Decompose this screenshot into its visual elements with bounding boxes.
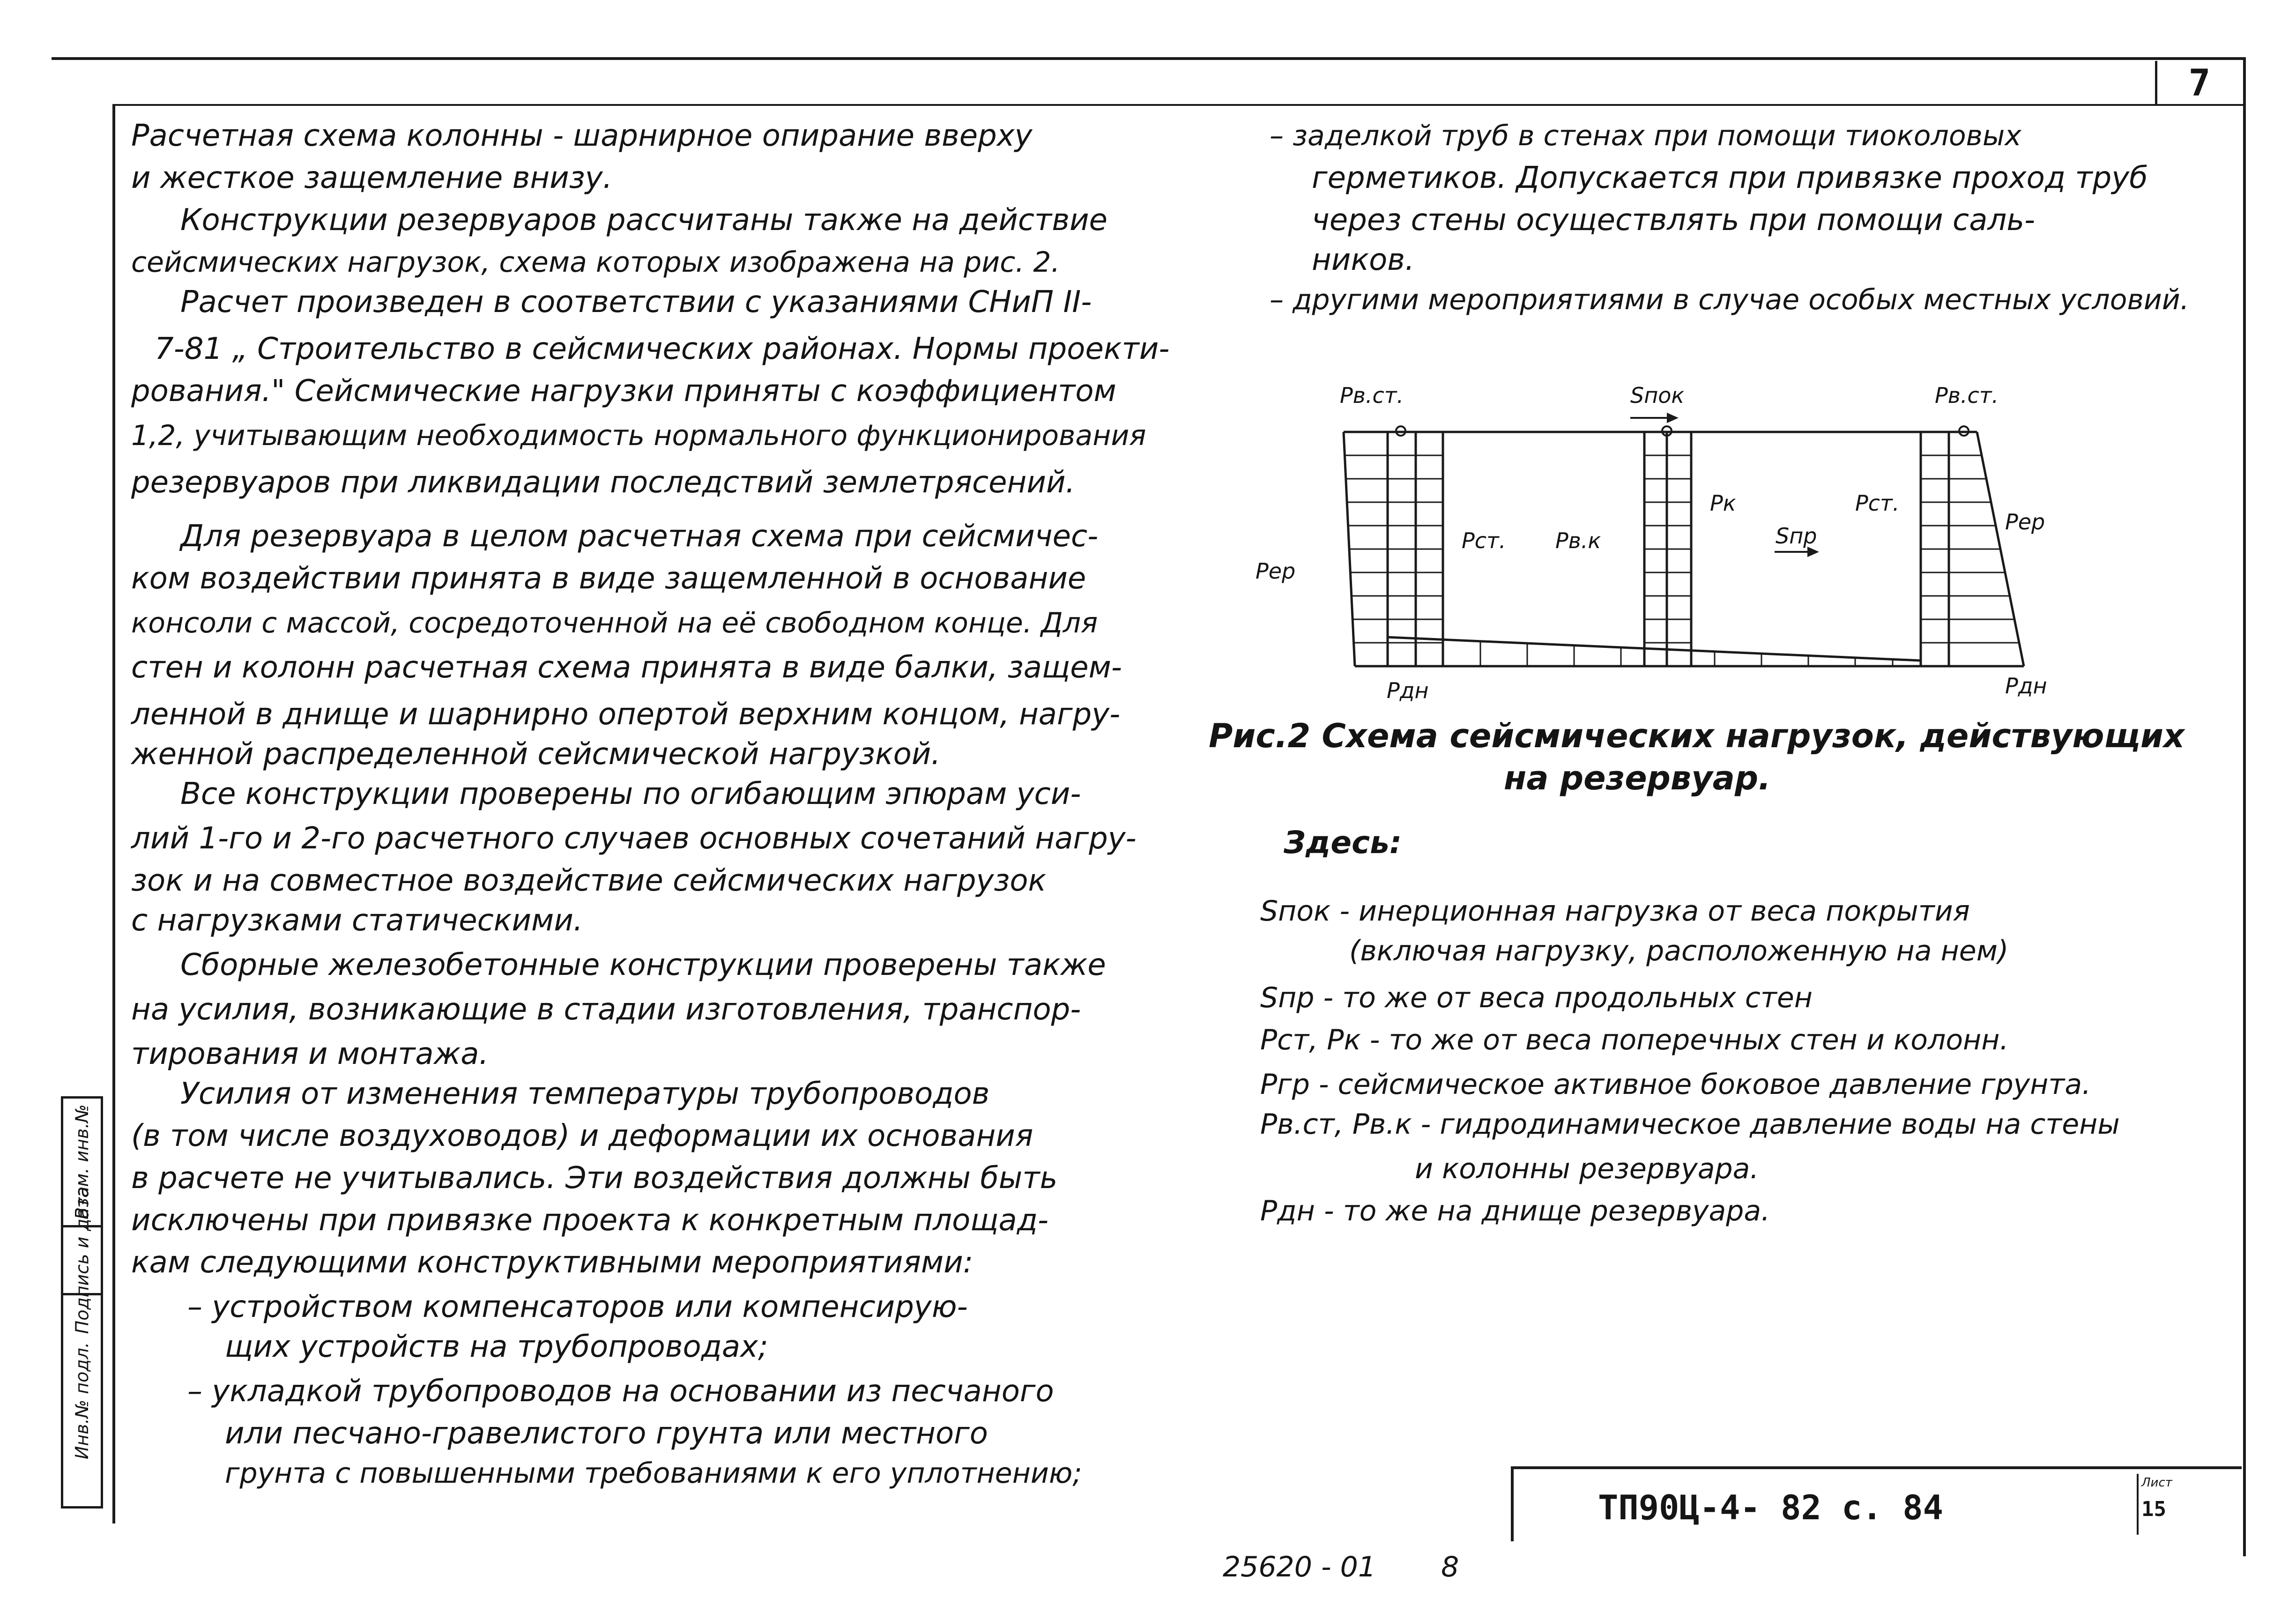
stamp-code: ТП90Ц-4- 82 с. 84 (1598, 1488, 1943, 1527)
stamp-sheet-label: Лист (2141, 1476, 2172, 1490)
label-p-ct-right: Рст. (1855, 490, 1900, 516)
figure-caption-line1: Рис.2 Схема сейсмических нагрузок, действующих (1209, 717, 2185, 755)
side-stamp-cell-replace (61, 1096, 103, 1227)
label-s-np: Sпр (1776, 523, 1817, 549)
legend-heading: Здесь: (1284, 825, 1402, 861)
text-line: 7-81 „ Строительство в сейсмических районах. Нормы проекти- (155, 332, 1170, 366)
figure-caption-line2: на резервуар. (1504, 759, 1771, 797)
stamp-sheet-number: 15 (2141, 1497, 2166, 1521)
legend-line: и колонны резервуара. (1415, 1152, 1759, 1185)
label-p-vst-right: Рв.ст. (1935, 383, 1999, 408)
text-line: или песчано-гравелистого грунта или местного (225, 1416, 988, 1451)
text-line: ленной в днище и шарнирно опертой верхним концом, нагру- (131, 697, 1121, 732)
text-line: с нагрузками статическими. (131, 903, 583, 938)
label-s-pok: Sпок (1630, 383, 1685, 408)
text-line: грунта с повышенными требованиями к его уплотнению; (225, 1457, 1082, 1490)
text-line: – устройством компенсаторов или компенсирую- (187, 1290, 968, 1324)
text-line: кам следующими конструктивными мероприятиями: (131, 1245, 973, 1280)
text-line: в расчете не учитывались. Эти воздействия должны быть (131, 1161, 1058, 1196)
frame-inner-top (112, 104, 2243, 106)
text-line: – укладкой трубопроводов на основании из песчаного (187, 1374, 1054, 1409)
text-line: на усилия, возникающие в стадии изготовления, транспор- (131, 992, 1081, 1027)
legend-line: Sпр - то же от веса продольных стен (1260, 981, 1813, 1014)
bottom-sheet: 8 (1441, 1551, 1459, 1583)
text-line: – другими мероприятиями в случае особых местных условий. (1270, 283, 2189, 316)
text-line: Расчетная схема колонны - шарнирное опирание вверху (131, 119, 1033, 153)
text-line: (в том числе воздуховодов) и деформации их основания (131, 1119, 1033, 1153)
stamp-sheet-box (2137, 1474, 2170, 1535)
frame-left-border (112, 104, 115, 1523)
text-line: сейсмических нагрузок, схема которых изображена на рис. 2. (131, 246, 1060, 279)
label-p-ct-left: Рст. (1462, 528, 1506, 553)
text-line: зок и на совместное воздействие сейсмических нагрузок (131, 863, 1047, 898)
text-line: лий 1-го и 2-го расчетного случаев основных сочетаний нагру- (131, 821, 1137, 856)
legend-line: Рдн - то же на днище резервуара. (1260, 1195, 1770, 1227)
legend-line: Sпок - инерционная нагрузка от веса покрытия (1260, 895, 1970, 928)
label-p-vst-left: Рв.ст. (1340, 383, 1404, 408)
bottom-number: 25620 - 01 (1223, 1551, 1376, 1583)
bottom-code (1223, 1551, 1459, 1583)
text-line: через стены осуществлять при помощи саль- (1312, 203, 2036, 238)
diagram-hatching (1345, 455, 2019, 666)
text-line: Конструкции резервуаров рассчитаны также на действие (180, 203, 1107, 238)
text-line: – заделкой труб в стенах при помощи тиоколовых (1270, 119, 2021, 152)
text-line: Для резервуара в целом расчетная схема при сейсмичес- (180, 519, 1099, 554)
label-p-ep-right: Рер (2005, 509, 2045, 535)
label-p-vk: Рв.к (1555, 528, 1601, 553)
side-stamp-cell-sign (61, 1186, 103, 1334)
title-stamp (1511, 1466, 2242, 1541)
top-rule (52, 57, 2244, 60)
text-line: и жесткое защемление внизу. (131, 161, 612, 195)
legend-line: Рст, Рк - то же от веса поперечных стен и колонн. (1260, 1024, 2009, 1056)
label-p-k: Рк (1710, 490, 1736, 516)
side-stamp-replace-label: Взам. инв.№ (72, 1104, 92, 1219)
legend-line: Рв.ст, Рв.к - гидродинамическое давление воды на стены (1260, 1108, 2120, 1141)
text-line: щих устройств на трубопроводах; (225, 1330, 768, 1364)
page-number-box (2155, 61, 2242, 105)
text-line: Все конструкции проверены по огибающим эпюрам уси- (180, 777, 1081, 811)
text-line: резервуаров при ликвидации последствий землетрясений. (131, 465, 1075, 500)
legend-line: Ргр - сейсмическое активное боковое давление грунта. (1260, 1068, 2091, 1101)
text-line: 1,2, учитывающим необходимость нормального функционирования (131, 419, 1146, 452)
legend-line: (включая нагрузку, расположенную на нем) (1349, 935, 2009, 967)
text-line: герметиков. Допускается при привязке проход труб (1312, 161, 2148, 195)
text-line: Усилия от изменения температуры трубопроводов (180, 1077, 990, 1111)
label-p-dn-right: Рдн (2005, 673, 2047, 698)
text-line: консоли с массой, сосредоточенной на её свободном конце. Для (131, 607, 1098, 639)
text-line: Расчет произведен в соответствии с указаниями СНиП II- (180, 285, 1092, 320)
page-number: 7 (2188, 62, 2211, 104)
side-stamp-sign-label: Подпись и дата (72, 1186, 93, 1334)
text-line: Сборные железобетонные конструкции проверены также (180, 948, 1106, 982)
text-line: тирования и монтажа. (131, 1037, 489, 1071)
seismic-load-diagram (1199, 356, 2230, 721)
side-stamp-inv-label: Инв.№ подл. (72, 1342, 92, 1460)
text-line: ников. (1312, 243, 1415, 277)
text-line: женной распределенной сейсмической нагрузкой. (131, 737, 941, 772)
text-line: ком воздействии принята в виде защемленной в основание (131, 561, 1086, 596)
text-line: исключены при привязке проекта к конкретным площад- (131, 1203, 1049, 1238)
label-p-dn-left: Рдн (1387, 678, 1429, 703)
frame-right-border (2243, 57, 2246, 1556)
text-line: стен и колонн расчетная схема принята в виде балки, защем- (131, 650, 1122, 685)
label-p-ep-left: Рер (1256, 558, 1296, 584)
text-line: рования." Сейсмические нагрузки приняты с коэффициентом (131, 374, 1116, 409)
